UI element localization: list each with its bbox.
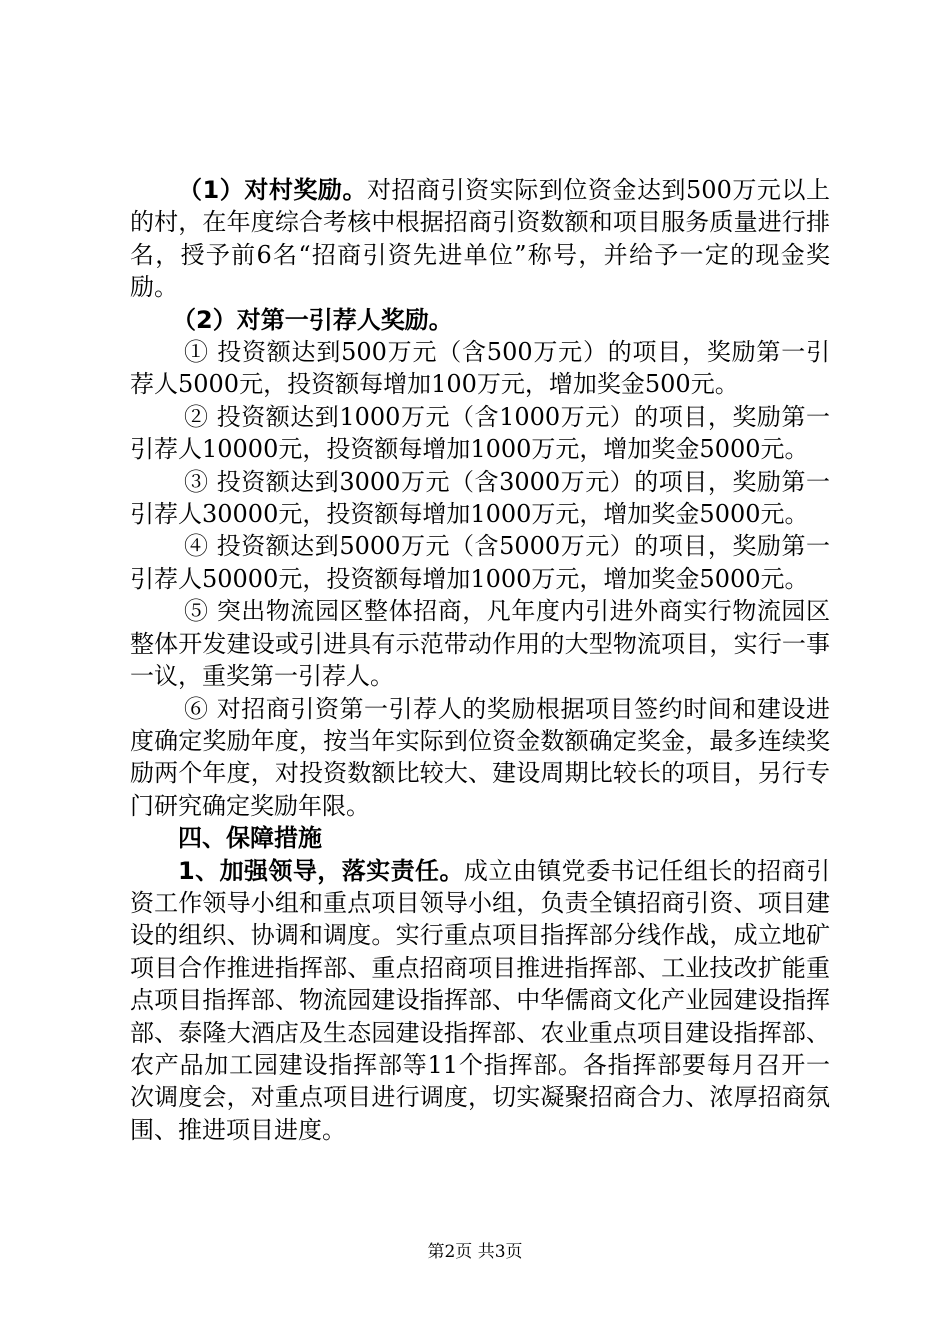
list-item-1: ① 投资额达到500万元（含500万元）的项目，奖励第一引荐人5000元，投资额每增加100万元，增加奖金500元。 (130, 338, 830, 399)
list-item-6: ⑥ 对招商引资第一引荐人的奖励根据项目签约时间和建设进度确定奖励年度，按当年实际到位资金数额确定奖金，最多连续奖励两个年度，对投资数额比较大、建设周期比较长的项目，另行专门研究确定奖励年限。 (130, 694, 830, 820)
heading-guarantee-measures: 四、保障措施 (178, 824, 322, 853)
paragraph-text: 对招商引资实际到位资金达到500万元以上的村，在年度综合考核中根据招商引资数额和项目服务质量进行排名，授予前6名“招商引资先进单位”称号，并给予一定的现金奖励。 (130, 176, 830, 302)
list-item-2: ② 投资额达到1000万元（含1000万元）的项目，奖励第一引荐人10000元，投资额每增加1000万元，增加奖金5000元。 (130, 402, 830, 464)
paragraph-lead: 1、加强领导，落实责任。 (178, 856, 464, 885)
paragraph-leadership (130, 855, 830, 1147)
list-item-5: ⑤ 突出物流园区整体招商，凡年度内引进外商实行物流园区整体开发建设或引进具有示范带动作用的大型物流项目，实行一事一议，重奖第一引荐人。 (130, 597, 830, 691)
list-item-4: ④ 投资额达到5000万元（含5000万元）的项目，奖励第一引荐人50000元，投资额每增加1000万元，增加奖金5000元。 (130, 532, 830, 593)
paragraph-text: 成立由镇党委书记任组长的招商引资工作领导小组和重点项目领导小组，负责全镇招商引资、项目建设的组织、协调和调度。实行重点项目指挥部分线作战，成立地矿项目合作推进指挥部、重点招商项目推进指挥部、工业技改扩能重点项目指挥部、物流园建设指挥部、中华儒商文化产业园建设指挥部、泰隆大酒店及生态园建设指挥部、农业重点项目建设指挥部、农产品加工园建设指挥部等11个指挥部。各指挥部要每月召开一次调度会，对重点项目进行调度，切实凝聚招商合力、浓厚招商氛围、推进项目进度。 (130, 856, 831, 1144)
page-number-footer: 第2页 共3页 (427, 1242, 523, 1262)
list-item-3: ③ 投资额达到3000万元（含3000万元）的项目，奖励第一引荐人30000元，投资额每增加1000万元，增加奖金5000元。 (130, 467, 830, 529)
heading-referrer-reward: （2）对第一引荐人奖励。 (172, 305, 453, 334)
document-body (130, 174, 830, 1146)
paragraph-village-reward (130, 174, 830, 304)
paragraph-lead: （1）对村奖励。 (178, 176, 368, 204)
